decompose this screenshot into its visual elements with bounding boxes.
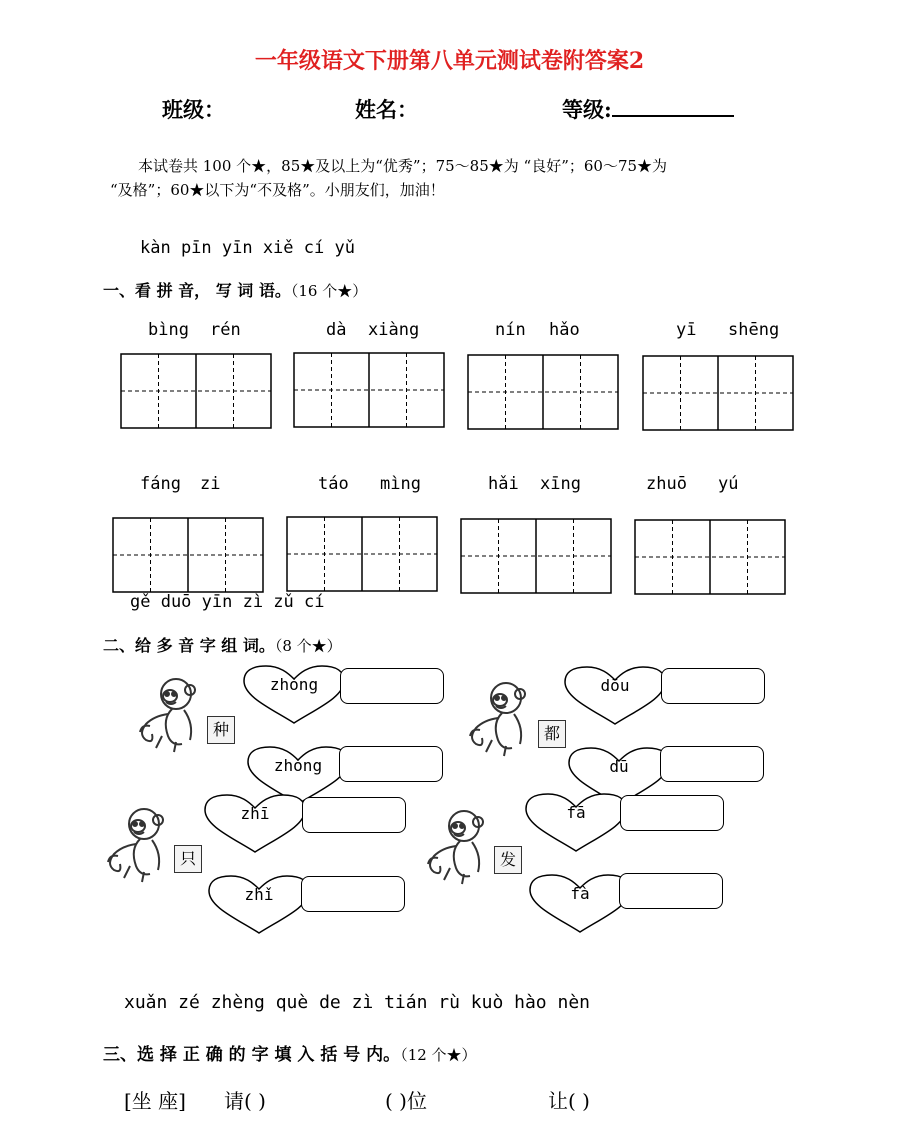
- word-pinyin-2: yú: [718, 474, 739, 494]
- tianzige-grid[interactable]: [467, 354, 619, 430]
- polyphone-char: 发: [494, 846, 522, 874]
- tianzige-grid[interactable]: [460, 518, 612, 594]
- section1-title: 一、看 拼 音， 写 词 语。: [103, 281, 291, 300]
- section2-points: （8 个★）: [274, 637, 342, 655]
- section2-heading: [103, 633, 342, 656]
- word-pinyin-2: xīng: [540, 474, 581, 494]
- tianzige-grid[interactable]: [634, 519, 786, 595]
- name-label: 姓名：: [355, 97, 418, 122]
- grade-blank[interactable]: [612, 95, 734, 117]
- section3-points: （12 个★）: [400, 1046, 477, 1064]
- tianzige-grid[interactable]: [286, 516, 438, 592]
- heart-pinyin: zhǒng: [273, 756, 323, 775]
- answer-box[interactable]: [661, 668, 765, 704]
- answer-box[interactable]: [301, 876, 405, 912]
- monkey-icon: [420, 806, 500, 886]
- word-pinyin-2: mìng: [380, 474, 421, 494]
- heart-shape: [528, 874, 632, 934]
- heart-pinyin: zhī: [240, 804, 270, 823]
- heart-pinyin: fà: [570, 884, 590, 903]
- word-pinyin-2: xiàng: [368, 320, 420, 340]
- polyphone-char: 都: [538, 720, 566, 748]
- section3-blank-3[interactable]: 让( ): [548, 1089, 590, 1113]
- heart-pinyin: dōu: [600, 676, 630, 695]
- answer-box[interactable]: [620, 795, 724, 831]
- heart-shape: [203, 794, 307, 854]
- word-pinyin-2: shēng: [728, 320, 780, 340]
- word-pinyin-2: hǎo: [549, 320, 580, 340]
- monkey-icon: [462, 678, 542, 758]
- word-pinyin-1: nín: [495, 320, 526, 340]
- section3-heading: [103, 1040, 477, 1065]
- class-label: 班级：: [162, 97, 225, 122]
- word-pinyin-1: hǎi: [488, 474, 519, 494]
- grade-field: [562, 94, 734, 124]
- word-pinyin-1: fáng: [140, 474, 181, 494]
- word-pinyin-2: zi: [200, 474, 221, 494]
- word-pinyin-1: táo: [318, 474, 349, 494]
- tianzige-grid[interactable]: [293, 352, 445, 428]
- answer-box[interactable]: [660, 746, 764, 782]
- tianzige-grid[interactable]: [120, 353, 272, 429]
- page-title: 一年级语文下册第八单元测试卷附答案2: [254, 48, 645, 74]
- name-field: [355, 94, 418, 124]
- intro-line-2: “及格”；60★以下为“不及格”。小朋友们，加油！: [110, 181, 445, 199]
- section1-heading: [103, 278, 367, 301]
- section3-blank-1[interactable]: 请( ): [224, 1089, 266, 1113]
- class-field: [162, 94, 225, 124]
- word-pinyin-1: bìng: [148, 320, 189, 340]
- intro-line-1: 本试卷共 100 个★，85★及以上为“优秀”；75～85★为 “良好”；60～75★为: [138, 157, 668, 175]
- polyphone-char: 种: [207, 716, 235, 744]
- heart-pinyin: zhòng: [269, 675, 319, 694]
- heart-shape: [524, 793, 628, 853]
- section3-pinyin-heading: xuǎn zé zhèng què de zì tián rù kuò hào nèn: [124, 992, 590, 1013]
- answer-box[interactable]: [339, 746, 443, 782]
- section2-title: 二、给 多 音 字 组 词。: [103, 636, 275, 655]
- grade-label: 等级:: [562, 97, 612, 122]
- heart-pinyin: zhǐ: [244, 885, 274, 904]
- answer-box[interactable]: [619, 873, 723, 909]
- word-pinyin-1: yī: [676, 320, 697, 340]
- word-pinyin-1: dà: [326, 320, 347, 340]
- heart-pinyin: fā: [566, 803, 586, 822]
- answer-box[interactable]: [340, 668, 444, 704]
- tianzige-grid[interactable]: [112, 517, 264, 593]
- answer-box[interactable]: [302, 797, 406, 833]
- section3-title: 三、选 择 正 确 的 字 填 入 括 号 内。: [103, 1045, 401, 1065]
- heart-shape: [207, 875, 311, 935]
- section3-choice: [坐 座]: [124, 1089, 186, 1113]
- section1-pinyin-heading: kàn pīn yīn xiě cí yǔ: [140, 238, 355, 258]
- heart-pinyin: dū: [609, 757, 629, 776]
- monkey-icon: [100, 804, 180, 884]
- polyphone-char: 只: [174, 845, 202, 873]
- heart-shape: [242, 665, 346, 725]
- word-pinyin-1: zhuō: [646, 474, 687, 494]
- word-pinyin-2: rén: [210, 320, 241, 340]
- tianzige-grid[interactable]: [642, 355, 794, 431]
- section2-pinyin-heading: gě duō yīn zì zǔ cí: [130, 592, 325, 612]
- section1-points: （16 个★）: [290, 282, 368, 300]
- heart-shape: [563, 666, 667, 726]
- section3-blank-2[interactable]: ( )位: [385, 1089, 427, 1113]
- monkey-icon: [132, 674, 212, 754]
